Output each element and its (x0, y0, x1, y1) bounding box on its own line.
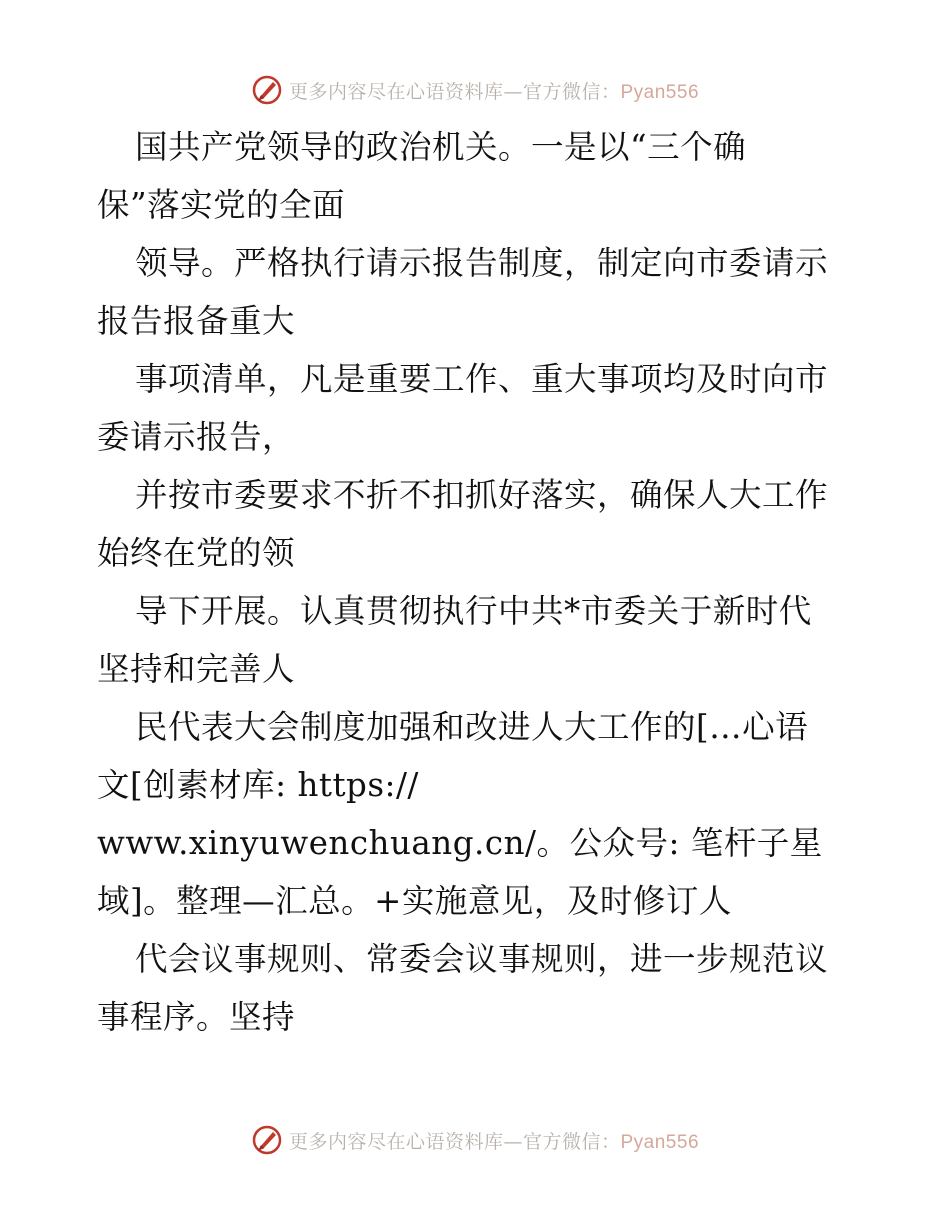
quill-pen-circle-icon (251, 74, 283, 106)
text-line: 文[创素材库: https:// (97, 766, 419, 804)
text-line: 事项清单，凡是重要工作、重大事项均及时向市 (135, 360, 829, 398)
footer-watermark (0, 1120, 950, 1160)
footer-watermark-id: Pyan556 (620, 1131, 700, 1153)
text-line: 事程序。坚持 (97, 998, 296, 1036)
header-watermark-id: Pyan556 (620, 81, 700, 103)
text-line: 民代表大会制度加强和改进人大工作的[…心语 (135, 708, 809, 746)
footer-watermark-label: 更多内容尽在心语资料库—官方微信： (288, 1130, 621, 1153)
text-line: 委请示报告， (97, 418, 296, 456)
header-watermark (0, 70, 950, 110)
text-line: www.xinyuwenchuang.cn/。公众号: 笔杆子星 (97, 824, 823, 862)
text-line: 报告报备重大 (97, 302, 296, 340)
text-line: 坚持和完善人 (97, 650, 296, 688)
quill-pen-circle-icon (251, 1124, 283, 1156)
document-body (97, 118, 867, 1046)
text-line: 代会议事规则、常委会议事规则，进一步规范议 (135, 940, 829, 978)
text-line: 域]。整理—汇总。+实施意见，及时修订人 (97, 882, 732, 920)
text-line: 保”落实党的全面 (97, 186, 346, 224)
text-line: 导下开展。认真贯彻执行中共*市委关于新时代 (135, 592, 812, 630)
header-watermark-label: 更多内容尽在心语资料库—官方微信： (288, 80, 621, 103)
text-line: 国共产党领导的政治机关。一是以“三个确 (135, 128, 747, 166)
footer-watermark-text (289, 1127, 699, 1154)
text-line: 并按市委要求不折不扣抓好落实，确保人大工作 (135, 476, 829, 514)
text-line: 领导。严格执行请示报告制度，制定向市委请示 (135, 244, 829, 282)
text-line: 始终在党的领 (97, 534, 296, 572)
header-watermark-text (289, 77, 699, 104)
